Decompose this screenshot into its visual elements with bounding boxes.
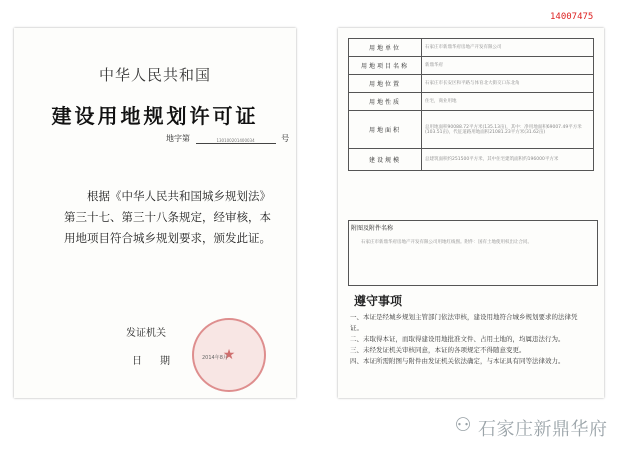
table-row bbox=[349, 93, 594, 111]
land-info-table bbox=[348, 38, 594, 171]
table-row bbox=[349, 149, 594, 171]
row-label: 用地单位 bbox=[349, 39, 422, 57]
row-label: 用地面积 bbox=[349, 111, 422, 149]
document-id: 14007475 bbox=[550, 12, 594, 22]
number-prefix: 地字第 bbox=[166, 134, 190, 143]
issuer-label: 发证机关 bbox=[126, 328, 166, 339]
row-value: 总用地面积90088.72平方米(135.13亩)，其中：净用地面积69007.49平方米(103.51亩)，代征道路用地面积21081.23平方米(31.62亩) bbox=[422, 111, 594, 149]
row-value: 石家庄市新鼎华府房地产开发有限公司 bbox=[422, 39, 594, 57]
source-watermark bbox=[452, 410, 640, 440]
certificate-front-page bbox=[14, 28, 296, 398]
notice-list bbox=[350, 312, 590, 367]
certificate-title: 建设用地规划许可证 bbox=[51, 104, 259, 128]
row-label: 用地位置 bbox=[349, 75, 422, 93]
attachments-label: 附图及附件名称 bbox=[351, 225, 394, 232]
certificate-back-page bbox=[338, 28, 604, 398]
table-row bbox=[349, 75, 594, 93]
table-row bbox=[349, 57, 594, 75]
certificate-body: 根据《中华人民共和国城乡规划法》第三十七、第三十八条规定，经审核，本用地项目符合城乡规划要求，颁发此证。 bbox=[64, 189, 271, 245]
watermark-text: 石家庄新鼎华府 bbox=[478, 419, 608, 440]
row-value: 新鼎华府 bbox=[422, 57, 594, 75]
table-row bbox=[349, 39, 594, 57]
row-label: 建设规模 bbox=[349, 149, 422, 171]
list-item: 四、本证所需附图与附件由发证机关依法确定，与本证具有同等法律效力。 bbox=[350, 357, 565, 365]
table-row bbox=[349, 111, 594, 149]
row-label: 用地性质 bbox=[349, 93, 422, 111]
date-value: 2014年8月 bbox=[202, 355, 228, 361]
row-label: 用地项目名称 bbox=[349, 57, 422, 75]
wechat-icon: ⚇ bbox=[454, 414, 472, 436]
row-value: 石家庄市长安区和平路与体育北大街交口东北角 bbox=[422, 75, 594, 93]
notice-title: 遵守事项 bbox=[354, 294, 403, 308]
number-suffix: 号 bbox=[281, 134, 290, 143]
country-heading: 中华人民共和国 bbox=[98, 66, 211, 84]
certificate-number bbox=[166, 133, 289, 144]
list-item: 三、未经发证机关审核同意，本证的各项规定不得随意变更。 bbox=[350, 346, 526, 354]
list-item: 一、本证是经城乡规划主管部门依法审核，建设用地符合城乡规划要求的法律凭证。 bbox=[350, 313, 578, 332]
date-label: 日期 bbox=[132, 356, 188, 367]
row-value: 总建筑面积约251500平方米，其中住宅建筑面积约196000平方米 bbox=[422, 149, 594, 171]
number-value: 130100201400034 bbox=[196, 138, 276, 144]
list-item: 二、未取得本证，而取得建设用地批准文件、占用土地的，均属违法行为。 bbox=[350, 335, 565, 343]
row-value: 住宅，商业用地 bbox=[422, 93, 594, 111]
attachments-box bbox=[348, 220, 598, 286]
star-icon: ★ bbox=[222, 347, 236, 363]
attachments-text: 石家庄市新鼎华府房地产开发有限公司用地红线图。附件：国有土地使用权出让合同。 bbox=[361, 240, 532, 245]
